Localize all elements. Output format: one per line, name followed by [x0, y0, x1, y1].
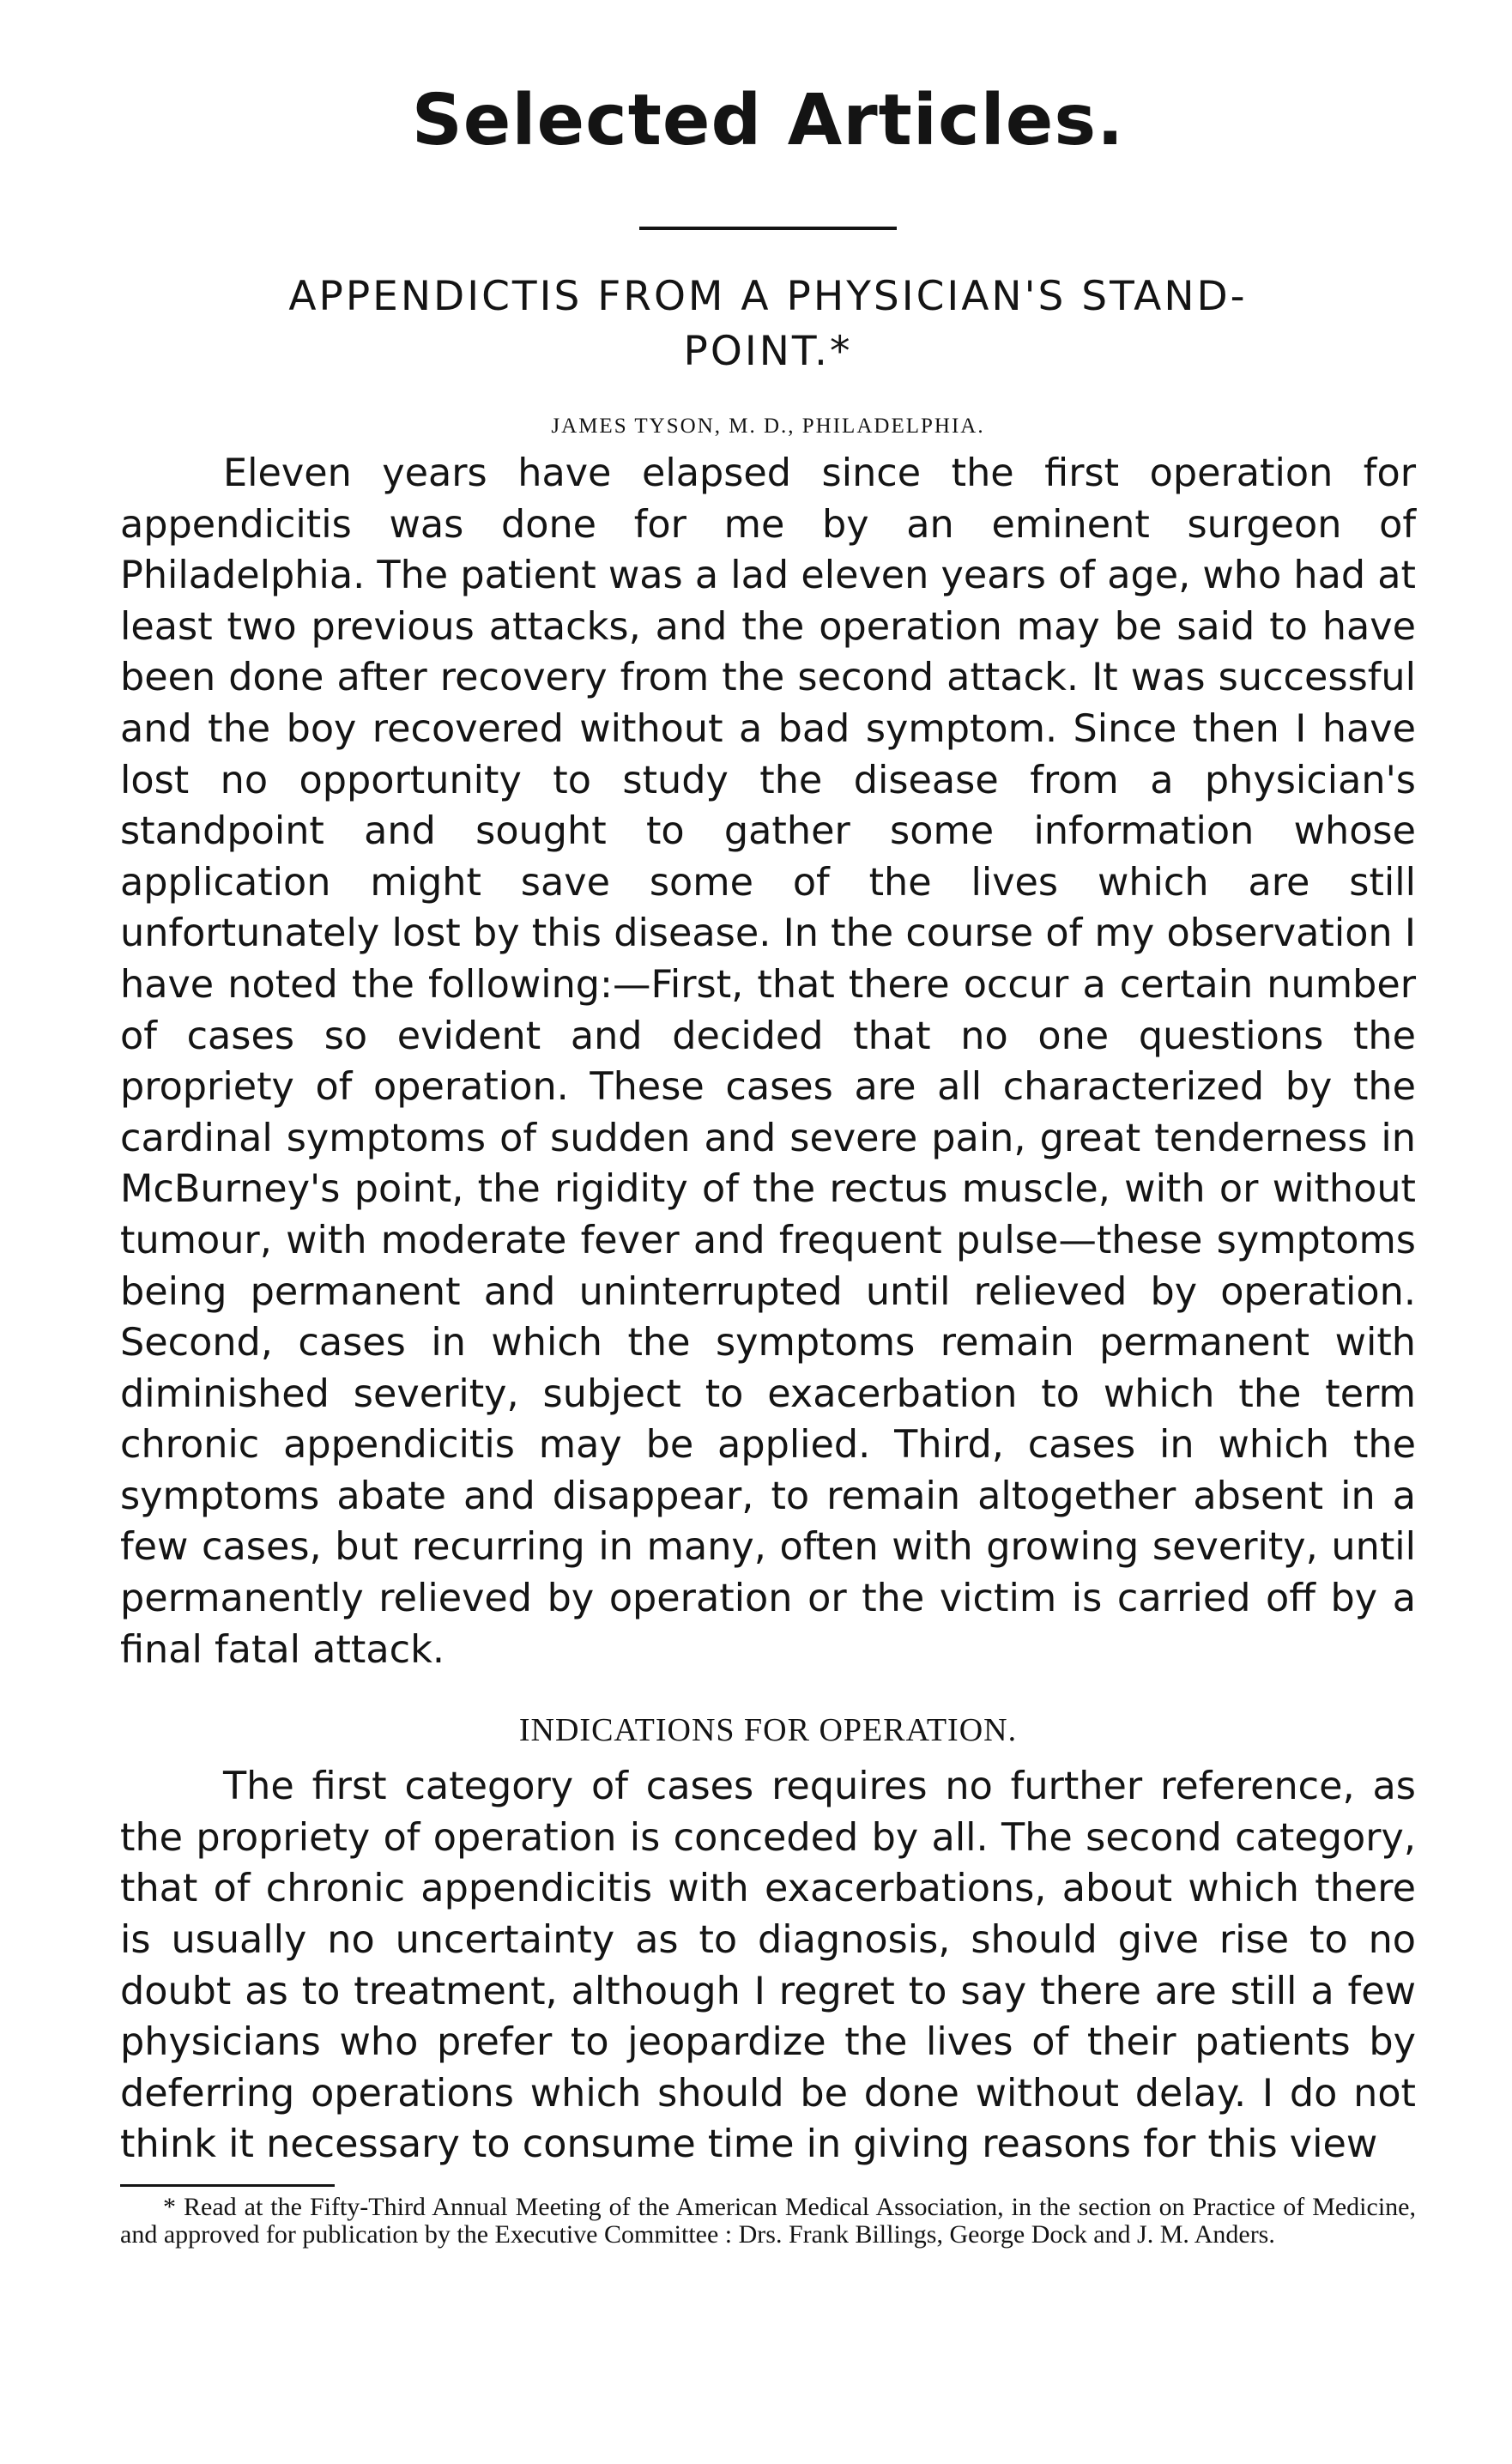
subheading-indications: INDICATIONS FOR OPERATION.: [518, 1712, 1018, 1749]
title-divider: [639, 227, 897, 230]
paragraph-intro: Eleven years have elapsed since the first operation for appendicitis was done for me by an eminent surgeon of Philadelphia. The patient was a lad eleven years of age, who had at least two previous attacks, and the operation may be said to have been done after recovery from the second attack. It was successful and the boy recovered without a bad symptom. Since then I have lost no opportunity to study the disease from a physician's standpoint and sought to gather some information whose application might save some of the lives which are still unfortunately lost by this disease. In the course of my observation I have noted the following:—First, that there occur a certain number of cases so evident and decided that no one questions the propriety of operation. These cases are all characterized by the cardinal symptoms of sudden and severe pain, great tenderness in McBurney's point, the rigidity of the rectus muscle, with or without tumour, with moderate fever and frequent pulse—these symptoms being permanent and uninterrupted until relieved by operation. Second, cases in which the symptoms remain permanent with diminished severity, subject to exacerbation to which the term chronic appendicitis may be applied. Third, cases in which the symptoms abate and disappear, to remain altogether absent in a few cases, but recurring in many, often with growing severity, until permanently relieved by operation or the victim is carried off by a final fatal attack.: [120, 451, 1416, 1672]
article-title-line1: APPENDICTIS FROM A PHYSICIAN'S STAND-: [288, 273, 1248, 320]
journal-page: [120, 51, 1416, 2274]
section-title: Selected Articles.: [411, 80, 1125, 161]
paragraph-indications: The first category of cases requires no further reference, as the propriety of operation is conceded by all. The second category, that of chronic appendicitis with exacerbations, about which there is usually no uncertainty as to diagnosis, should give rise to no doubt as to treatment, although I regret to say there are still a few physicians who prefer to jeopardize the lives of their patients by deferring operations which should be done without delay. I do not think it necessary to consume time in giving reasons for this view: [120, 1765, 1416, 2167]
footnote: * Read at the Fifty-Third Annual Meeting of the American Medical Association, in the section on Practice of Medicine, and approved for publication by the Executive Committee : Drs. Frank Billings, George Dock and J. M. Anders.: [120, 2193, 1416, 2249]
author-byline: JAMES TYSON, M. D., PHILADELPHIA.: [551, 415, 985, 438]
footnote-divider: [120, 2184, 335, 2187]
article-title-line2: POINT.*: [683, 328, 853, 375]
article-title: [120, 269, 1416, 379]
